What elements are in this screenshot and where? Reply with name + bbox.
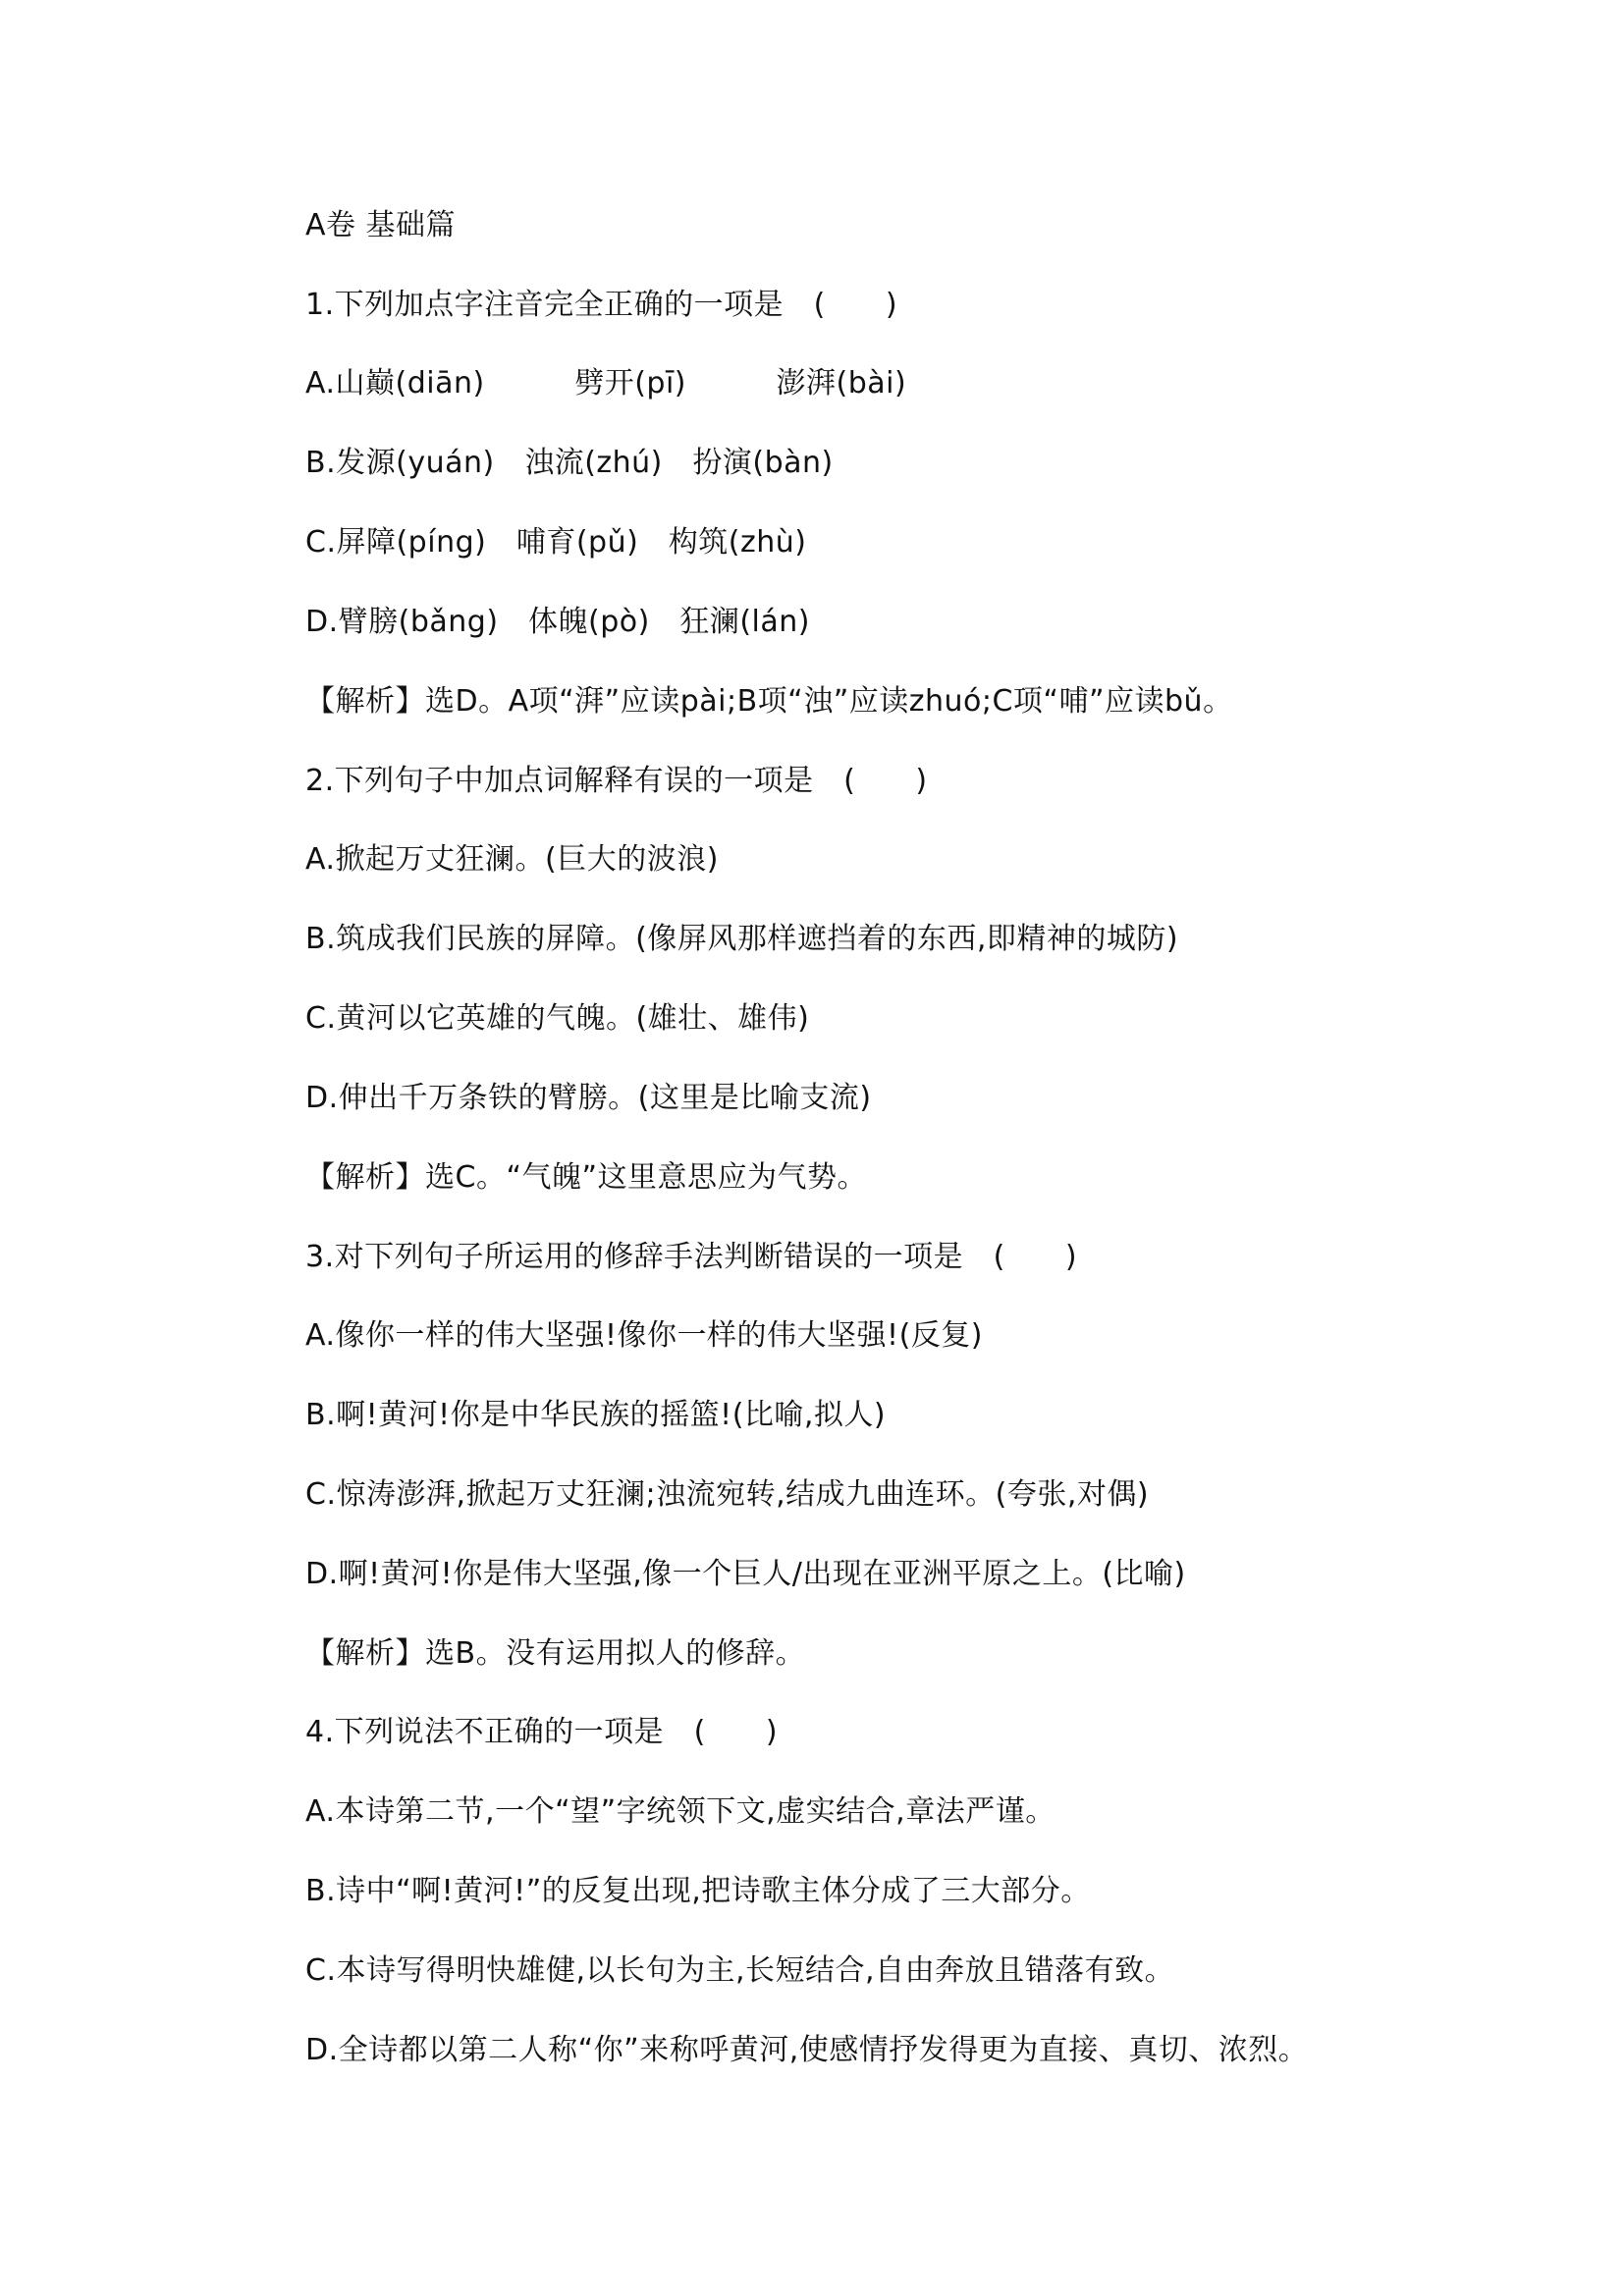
section-title: A卷 基础篇	[305, 208, 457, 242]
question-3-stem: 3.对下列句子所运用的修辞手法判断错误的一项是 ( )	[305, 1240, 1078, 1274]
question-3-option-c: C.惊涛澎湃,掀起万丈狂澜;浊流宛转,结成九曲连环。(夸张,对偶)	[305, 1477, 1150, 1512]
question-2-option-c: C.黄河以它英雄的气魄。(雄壮、雄伟)	[305, 1001, 810, 1036]
question-2-stem: 2.下列句子中加点词解释有误的一项是 ( )	[305, 764, 928, 798]
question-3-analysis: 【解析】选B。没有运用拟人的修辞。	[305, 1636, 806, 1671]
question-2-option-b: B.筑成我们民族的屏障。(像屏风那样遮挡着的东西,即精神的城防)	[305, 922, 1179, 956]
question-2-option-a: A.掀起万丈狂澜。(巨大的波浪)	[305, 842, 719, 877]
question-3-option-a: A.像你一样的伟大坚强!像你一样的伟大坚强!(反复)	[305, 1318, 983, 1353]
question-1-option-d: D.臂膀(bǎng) 体魄(pò) 狂澜(lán)	[305, 605, 810, 639]
question-1-stem: 1.下列加点字注音完全正确的一项是 ( )	[305, 288, 898, 322]
question-2-option-d: D.伸出千万条铁的臂膀。(这里是比喻支流)	[305, 1081, 872, 1115]
question-1-option-a: A.山巅(diān) 劈开(pī) 澎湃(bài)	[305, 366, 907, 400]
question-1-option-b: B.发源(yuán) 浊流(zhú) 扮演(bàn)	[305, 446, 834, 480]
question-1-option-c: C.屏障(píng) 哺育(pǔ) 构筑(zhù)	[305, 525, 807, 560]
question-4-option-a: A.本诗第二节,一个“望”字统领下文,虚实结合,章法严谨。	[305, 1794, 1056, 1829]
question-4-stem: 4.下列说法不正确的一项是 ( )	[305, 1715, 779, 1749]
question-4-option-b: B.诗中“啊!黄河!”的反复出现,把诗歌主体分成了三大部分。	[305, 1874, 1091, 1908]
question-4-option-d: D.全诗都以第二人称“你”来称呼黄河,使感情抒发得更为直接、真切、浓烈。	[305, 2033, 1309, 2067]
question-2-analysis: 【解析】选C。“气魄”这里意思应为气势。	[305, 1160, 868, 1195]
question-4-option-c: C.本诗写得明快雄健,以长句为主,长短结合,自由奔放且错落有致。	[305, 1953, 1175, 1988]
question-3-option-b: B.啊!黄河!你是中华民族的摇篮!(比喻,拟人)	[305, 1398, 887, 1432]
question-3-option-d: D.啊!黄河!你是伟大坚强,像一个巨人/出现在亚洲平原之上。(比喻)	[305, 1557, 1186, 1591]
question-1-analysis: 【解析】选D。A项“湃”应读pài;B项“浊”应读zhuó;C项“哺”应读bǔ。	[305, 684, 1233, 719]
